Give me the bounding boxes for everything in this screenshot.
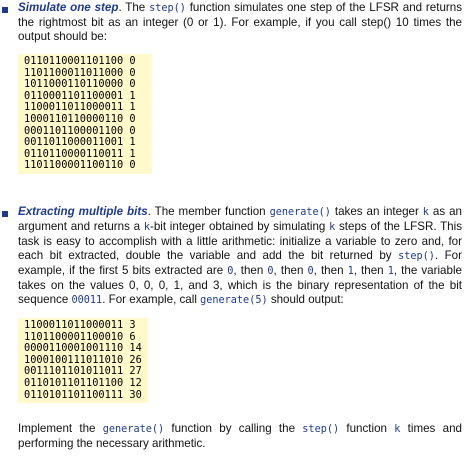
output-line: 0110110000110011 1	[24, 147, 136, 160]
output-line: 0110001101100001 1	[24, 89, 136, 102]
inline-code: generate(5)	[200, 295, 268, 306]
section-heading: Simulate one step	[18, 1, 119, 14]
output-line: 1100011011000011 3	[24, 319, 136, 331]
inline-code: generate()	[269, 207, 331, 218]
bullet-marker	[2, 7, 8, 13]
inline-code: 1	[347, 266, 354, 277]
inline-code: 0	[307, 266, 314, 277]
step-output-block	[18, 54, 152, 174]
output-line: 1011000110110000 0	[24, 78, 136, 91]
section-heading: Extracting multiple bits	[18, 205, 148, 218]
inline-code: 0	[267, 266, 274, 277]
output-line: 1101100011011000 0	[24, 66, 136, 79]
inline-code: step()	[302, 424, 340, 435]
output-line: 1100011011000011 1	[24, 101, 136, 114]
extracting-bits-paragraph: Extracting multiple bits. The member function generate() takes an integer k as an argument and returns a k-bit integer obtained by simulating k steps of the LFSR. This task is easy to accomplish with a little arithmetic: initialize a variable to zero and, for each bit extracted, double the variable and add the bit returned by step(). For example, if the first 5 bits extracted are 0, then 0, then 0, then 1, then 1, the variable takes on the values 0, 0, 0, 1, and 3, which is the binary representation of the bit sequence 00011. For example, call generate(5) should output:	[18, 205, 462, 306]
implementation-paragraph: Implement the generate() function by calling the step() function k times and performing the necessary arithmetic.	[18, 422, 462, 450]
output-line: 0011101101011011 27	[24, 365, 142, 378]
output-line: 0110101101100111 30	[24, 388, 142, 401]
inline-code: generate()	[102, 424, 165, 435]
output-line: 0110110001101100 0	[24, 55, 136, 67]
output-line: 1101100001100110 0	[24, 159, 136, 172]
inline-code: k	[422, 207, 429, 218]
inline-code: k	[143, 222, 150, 233]
bullet-marker	[2, 211, 8, 217]
output-line: 1000100111011010 26	[24, 353, 142, 366]
output-line: 0011011000011001 1	[24, 136, 136, 149]
output-line: 0110101101101100 12	[24, 376, 142, 389]
output-line: 0001101100001100 0	[24, 124, 136, 137]
output-line: 0000110001001110 14	[24, 342, 142, 355]
inline-code: step()	[398, 251, 435, 262]
inline-code: 1	[387, 266, 394, 277]
output-line: 1000110110000110 0	[24, 112, 136, 125]
inline-code: 00011	[71, 295, 103, 306]
generate-output-block	[18, 318, 148, 403]
inline-code: step()	[149, 3, 186, 14]
inline-code: k	[394, 424, 401, 435]
output-line: 1101100001100010 6	[24, 330, 136, 343]
simulate-step-paragraph: Simulate one step. The step() function simulates one step of the LFSR and returns the rightmost bit as an integer (0 or 1). For example, if you call step() 10 times the output should be:	[18, 1, 463, 43]
inline-code: k	[329, 222, 336, 233]
inline-code: 0	[227, 266, 234, 277]
